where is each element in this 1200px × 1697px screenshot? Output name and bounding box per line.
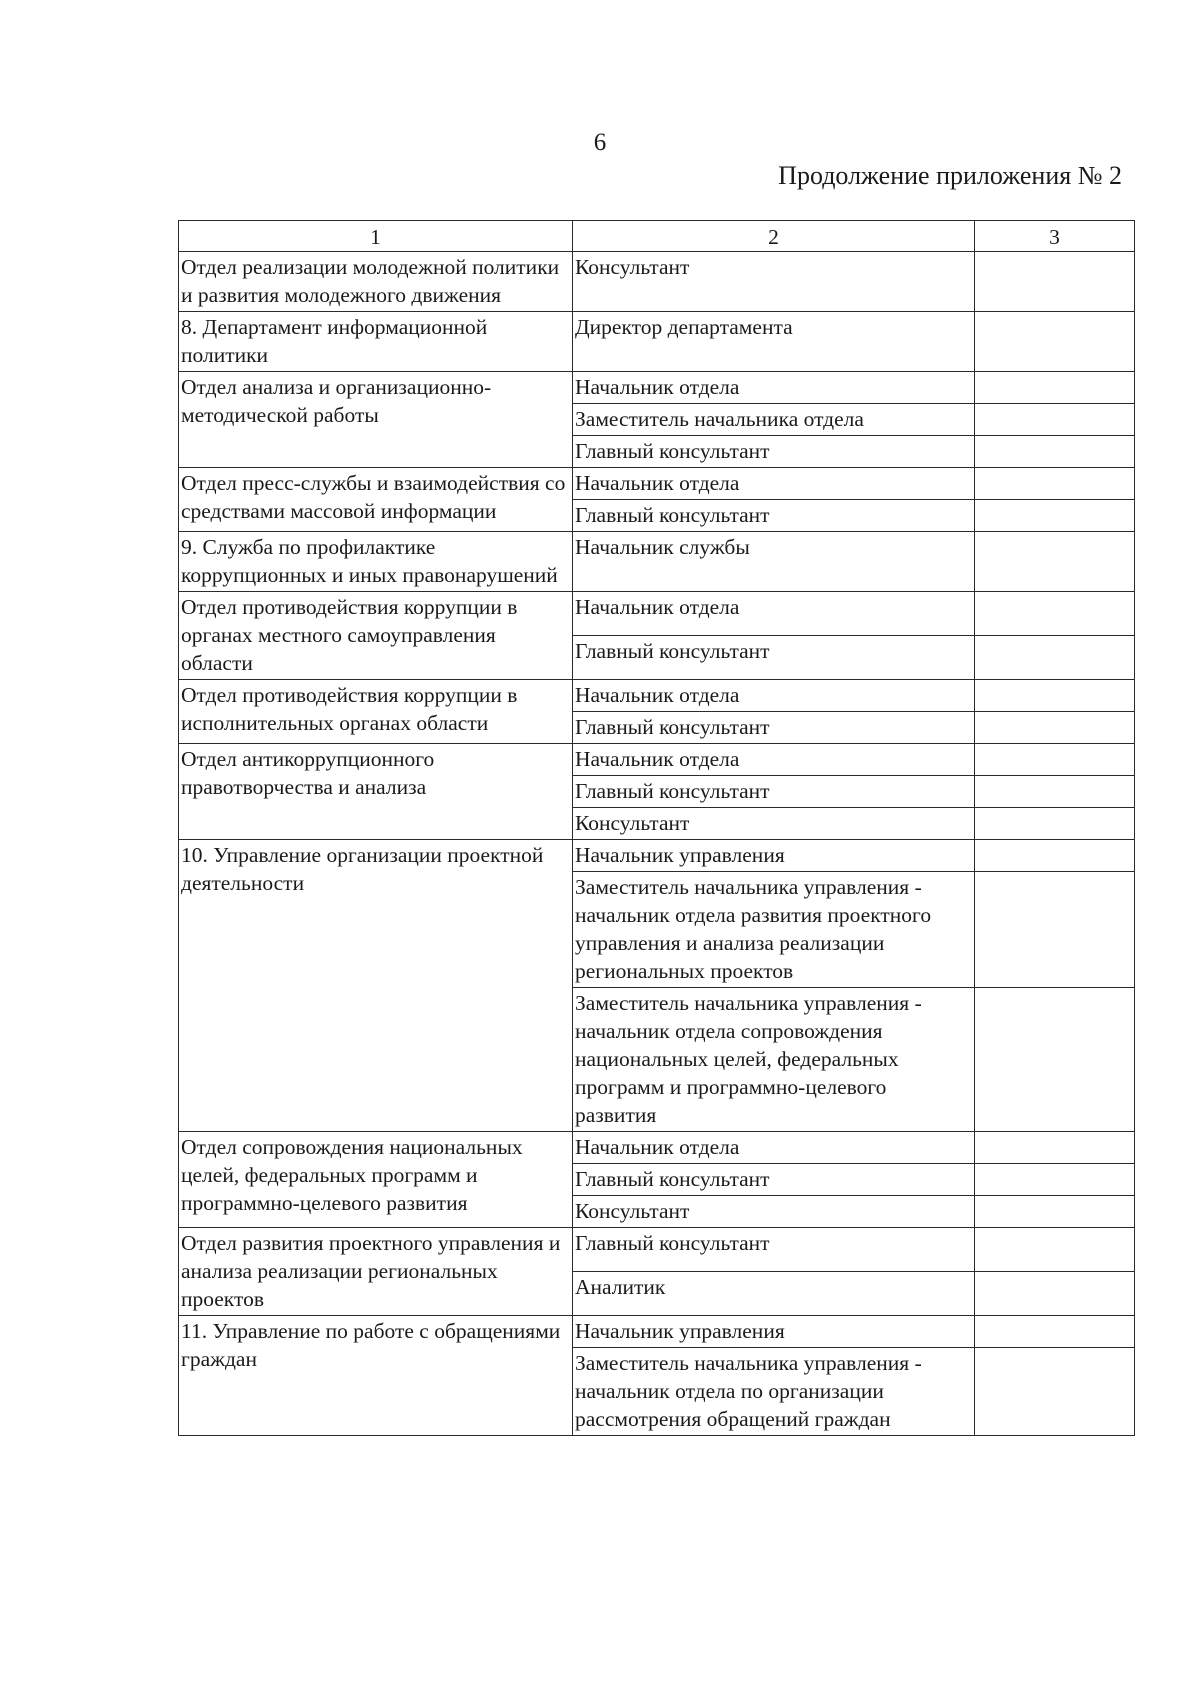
position-cell: Главный консультант [573,776,975,808]
table-row [179,840,1135,872]
position-cell: Главный консультант [573,1228,975,1272]
column-3-cell [975,680,1135,712]
column-3-cell [975,776,1135,808]
unit-name-cell: Отдел сопровождения национальных целей, федеральных программ и программно-целевого развития [179,1132,573,1228]
column-3-cell [975,468,1135,500]
column-3-cell [975,312,1135,372]
unit-name-cell: Отдел противодействия коррупции в исполнительных органах области [179,680,573,744]
position-cell: Начальник управления [573,840,975,872]
position-cell: Начальник отдела [573,744,975,776]
position-cell: Главный консультант [573,1164,975,1196]
column-3-cell [975,372,1135,404]
staff-table-body [179,221,1135,1436]
column-3-cell [975,1316,1135,1348]
table-row [179,592,1135,636]
position-cell: Консультант [573,808,975,840]
unit-name-cell: 11. Управление по работе с обращениями граждан [179,1316,573,1436]
column-3-cell [975,1272,1135,1316]
column-3-cell [975,1132,1135,1164]
unit-name-cell: 8. Департамент информационной политики [179,312,573,372]
position-cell: Главный консультант [573,500,975,532]
position-cell: Начальник управления [573,1316,975,1348]
position-cell: Начальник отдела [573,592,975,636]
table-row [179,1316,1135,1348]
column-3-cell [975,1228,1135,1272]
unit-name-cell: 9. Служба по профилактике коррупционных и иных правонарушений [179,532,573,592]
position-cell: Заместитель начальника управления - начальник отдела развития проектного управления и анализа реализации региональных проектов [573,872,975,988]
position-cell: Главный консультант [573,636,975,680]
column-3-cell [975,500,1135,532]
unit-name-cell: Отдел реализации молодежной политики и развития молодежного движения [179,252,573,312]
position-cell: Начальник службы [573,532,975,592]
column-3-cell [975,1196,1135,1228]
position-cell: Заместитель начальника отдела [573,404,975,436]
column-3-cell [975,636,1135,680]
unit-name-cell: 10. Управление организации проектной деятельности [179,840,573,1132]
position-cell: Аналитик [573,1272,975,1316]
unit-name-cell: Отдел антикоррупционного правотворчества и анализа [179,744,573,840]
position-cell: Заместитель начальника управления - начальник отдела сопровождения национальных целей, федеральных программ и программно-целевого развития [573,988,975,1132]
column-number-3: 3 [975,221,1135,252]
position-cell: Заместитель начальника управления - начальник отдела по организации рассмотрения обращений граждан [573,1348,975,1436]
page-number: 6 [593,129,607,156]
column-3-cell [975,1164,1135,1196]
unit-name-cell: Отдел развития проектного управления и анализа реализации региональных проектов [179,1228,573,1316]
column-3-cell [975,532,1135,592]
table-row [179,1132,1135,1164]
unit-name-cell: Отдел анализа и организационно-методической работы [179,372,573,468]
unit-name-cell: Отдел пресс-службы и взаимодействия со средствами массовой информации [179,468,573,532]
column-3-cell [975,988,1135,1132]
position-cell: Главный консультант [573,712,975,744]
column-number-row [179,221,1135,252]
position-cell: Начальник отдела [573,1132,975,1164]
position-cell: Директор департамента [573,312,975,372]
table-row [179,468,1135,500]
appendix-title: Продолжение приложения № 2 [778,161,1122,190]
table-row [179,744,1135,776]
column-3-cell [975,436,1135,468]
table-row [179,252,1135,312]
column-3-cell [975,592,1135,636]
position-cell: Начальник отдела [573,468,975,500]
column-3-cell [975,252,1135,312]
column-number-1: 1 [179,221,573,252]
unit-name-cell: Отдел противодействия коррупции в органах местного самоуправления области [179,592,573,680]
position-cell: Главный консультант [573,436,975,468]
column-3-cell [975,744,1135,776]
table-row [179,680,1135,712]
column-number-2: 2 [573,221,975,252]
table-row [179,1228,1135,1272]
table-row [179,312,1135,372]
table-row [179,532,1135,592]
position-cell: Начальник отдела [573,372,975,404]
column-3-cell [975,872,1135,988]
column-3-cell [975,712,1135,744]
column-3-cell [975,840,1135,872]
table-row [179,372,1135,404]
column-3-cell [975,1348,1135,1436]
position-cell: Консультант [573,252,975,312]
column-3-cell [975,404,1135,436]
column-3-cell [975,808,1135,840]
position-cell: Консультант [573,1196,975,1228]
staff-table [178,220,1135,1436]
position-cell: Начальник отдела [573,680,975,712]
